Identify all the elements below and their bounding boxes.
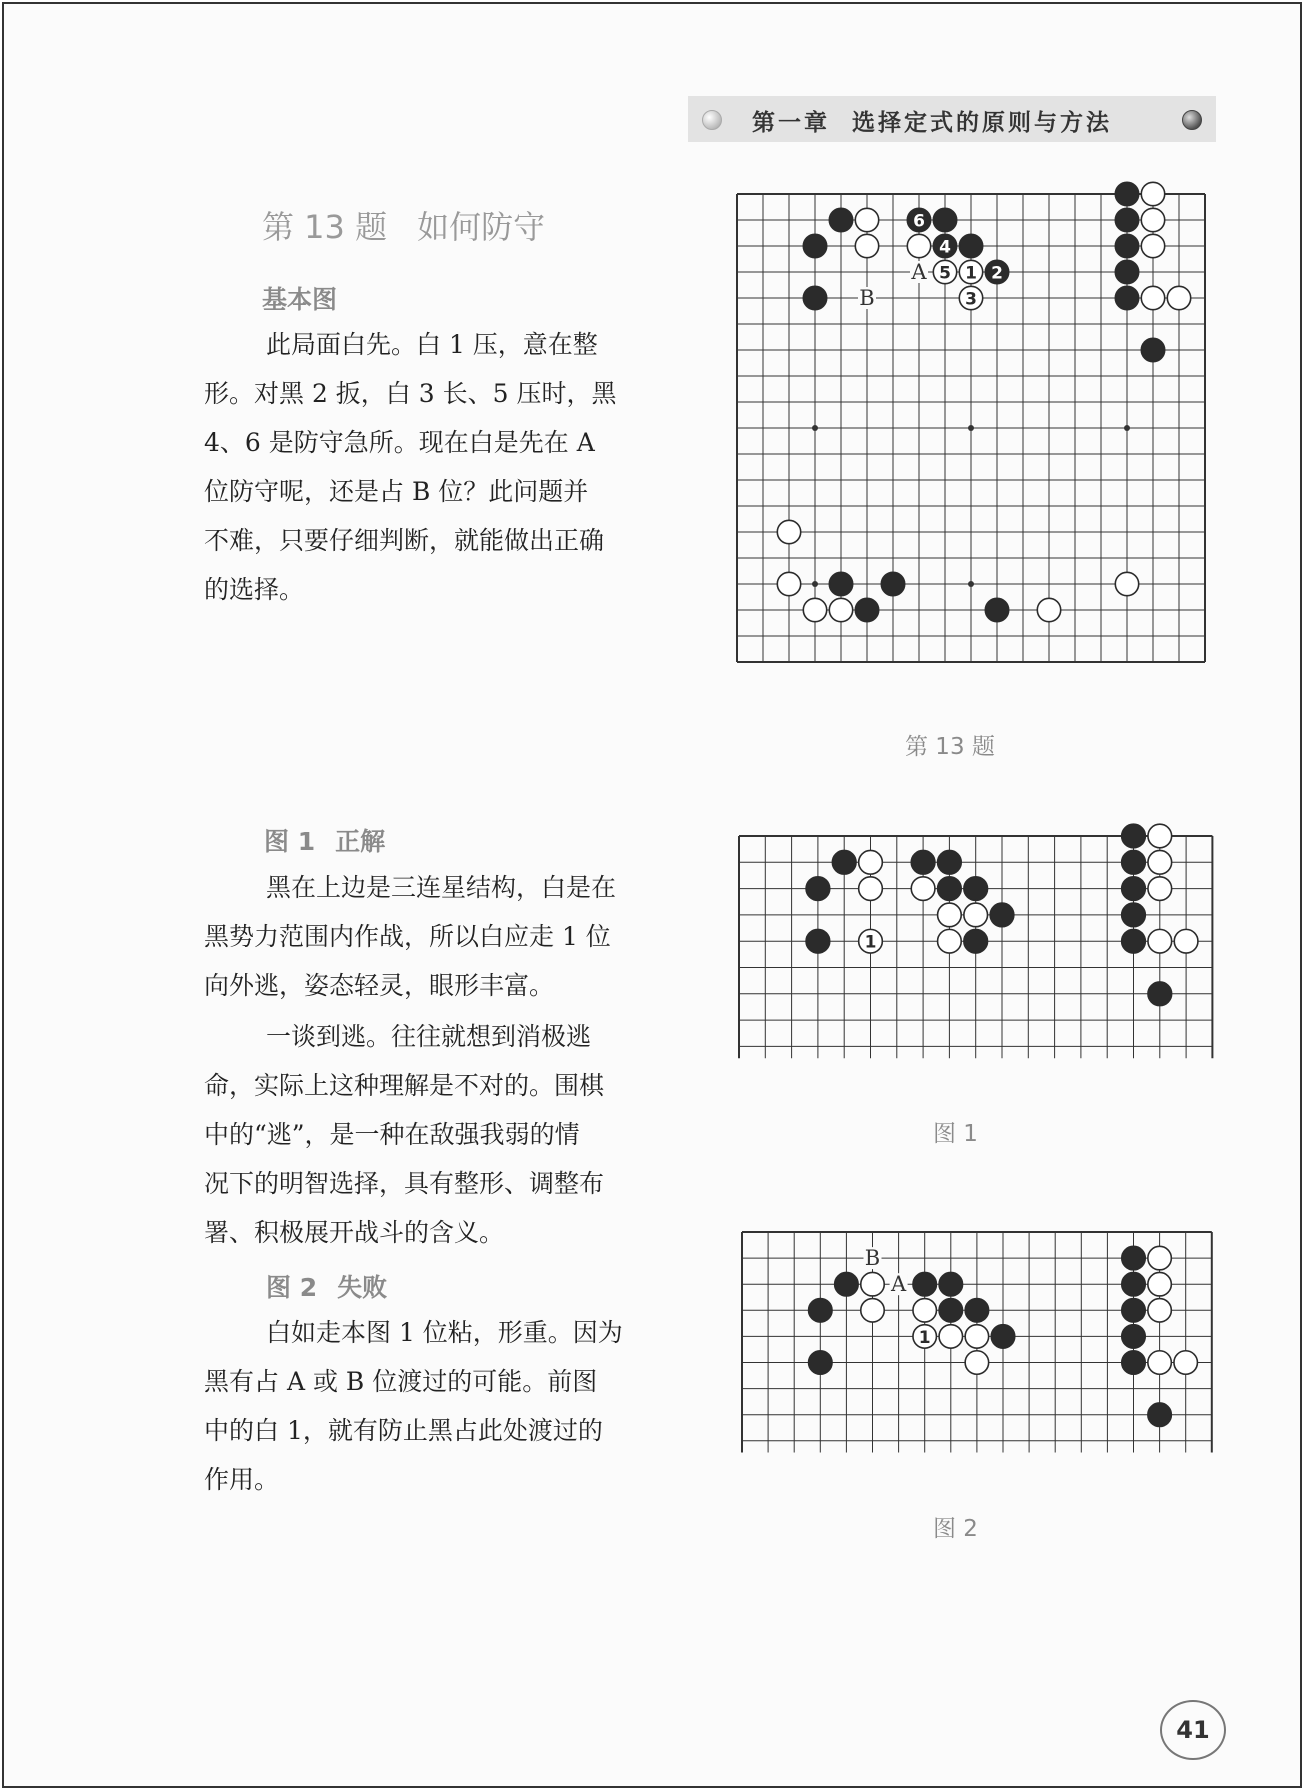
stone-move-number: 1: [918, 1327, 931, 1348]
black-stone: [964, 877, 988, 901]
black-stone: [933, 208, 956, 231]
white-stone: [939, 1325, 962, 1348]
fig2-paragraph: [204, 1308, 688, 1504]
white-stone: [913, 1299, 936, 1322]
black-stone: [806, 877, 830, 901]
black-stone: [1122, 903, 1146, 927]
white-stone: [965, 1351, 988, 1374]
chapter-number: 第一章: [752, 109, 830, 136]
fig2-label: 图 2: [266, 1273, 318, 1302]
basic-heading: 基本图: [262, 285, 338, 314]
white-stone: [964, 903, 988, 927]
fig2-verdict: 失败: [337, 1273, 388, 1302]
black-stone: [1115, 234, 1138, 257]
black-stone: [1122, 877, 1146, 901]
text-line: 况下的明智选择，具有整形、调整布: [204, 1169, 605, 1198]
black-stone: [1115, 182, 1138, 205]
white-stone: [1148, 929, 1172, 953]
white-stone: [861, 1272, 884, 1295]
text-line: 4、6 是防守急所。现在白是先在 A: [204, 428, 595, 457]
black-stone: [1122, 1351, 1145, 1374]
white-stone: [1174, 929, 1198, 953]
fig1-paragraph-2: [204, 1012, 688, 1257]
header-right-orb-icon: [1182, 110, 1202, 130]
chapter-header: [688, 96, 1216, 142]
white-stone: [1141, 286, 1164, 309]
black-stone: [803, 286, 826, 309]
header-left-orb-icon: [702, 110, 722, 130]
black-stone: [1122, 850, 1146, 874]
black-stone: [806, 929, 830, 953]
text-line: 黑有占 A 或 B 位渡过的可能。前图: [204, 1367, 598, 1396]
black-stone: [1141, 338, 1164, 361]
text-line: 的选择。: [204, 575, 305, 604]
stone-move-number: 5: [939, 263, 951, 284]
white-stone: [1141, 208, 1164, 231]
text-line: 向外逃，姿态轻灵，眼形丰富。: [204, 971, 555, 1000]
text-line: 白如走本图 1 位粘，形重。因为: [266, 1318, 623, 1347]
fig2-go-diagram: [740, 1230, 1214, 1455]
black-stone: [809, 1351, 832, 1374]
black-stone: [991, 1325, 1014, 1348]
text-line: 不难，只要仔细判断，就能做出正确: [204, 526, 605, 555]
black-stone: [959, 234, 982, 257]
black-stone: [1122, 824, 1146, 848]
black-stone: [1122, 1246, 1145, 1269]
fig1-verdict: 正解: [335, 827, 386, 856]
point-letter: A: [891, 1272, 907, 1297]
black-stone: [1148, 982, 1172, 1006]
black-stone: [985, 598, 1008, 621]
white-stone: [855, 208, 878, 231]
text-line: 一谈到逃。往往就想到消极逃: [266, 1022, 592, 1051]
chapter-title: [752, 104, 1112, 137]
black-stone: [809, 1299, 832, 1322]
stone-move-number: 1: [864, 932, 877, 953]
stone-move-number: 2: [991, 263, 1003, 284]
fig1-paragraph-1: [204, 863, 688, 1010]
text-line: 作用。: [204, 1465, 280, 1494]
white-stone: [855, 234, 878, 257]
black-stone: [938, 850, 962, 874]
stone-move-number: 6: [913, 211, 925, 232]
black-stone: [965, 1299, 988, 1322]
star-point: [812, 425, 818, 431]
black-stone: [829, 208, 852, 231]
problem-heading: [262, 202, 545, 248]
text-line: 黑在上边是三连星结构，白是在: [266, 873, 617, 902]
white-stone: [1148, 1351, 1171, 1374]
star-point: [812, 581, 818, 587]
white-stone: [829, 598, 852, 621]
text-line: 位防守呢，还是占 B 位？此问题并: [204, 477, 589, 506]
chapter-name: 选择定式的原则与方法: [852, 109, 1112, 136]
text-line: 形。对黑 2 扳，白 3 长、5 压时，黑: [204, 379, 617, 408]
black-stone: [835, 1272, 858, 1295]
black-stone: [803, 234, 826, 257]
white-stone: [861, 1299, 884, 1322]
white-stone: [777, 520, 800, 543]
white-stone: [1148, 1246, 1171, 1269]
white-stone: [1141, 234, 1164, 257]
main-diagram-caption: 第 13 题: [905, 734, 995, 760]
text-line: 署、积极展开战斗的含义。: [204, 1218, 505, 1247]
fig1-label: 图 1: [264, 827, 316, 856]
black-stone: [938, 877, 962, 901]
point-letter: B: [864, 1246, 881, 1271]
black-stone: [911, 850, 935, 874]
basic-paragraph: [204, 320, 688, 614]
black-stone: [829, 572, 852, 595]
black-stone: [939, 1299, 962, 1322]
black-stone: [1122, 1299, 1145, 1322]
white-stone: [1148, 877, 1172, 901]
fig2-heading: [266, 1268, 387, 1304]
black-stone: [1122, 929, 1146, 953]
problem-title: 如何防守: [417, 208, 546, 246]
white-stone: [938, 929, 962, 953]
text-line: 中的“逃”，是一种在敌强我弱的情: [204, 1120, 580, 1149]
text-line: 黑势力范围内作战，所以白应走 1 位: [204, 922, 611, 951]
white-stone: [965, 1325, 988, 1348]
white-stone: [1148, 850, 1172, 874]
black-stone: [1122, 1272, 1145, 1295]
black-stone: [939, 1272, 962, 1295]
black-stone: [1115, 260, 1138, 283]
main-go-diagram: [735, 192, 1207, 656]
white-stone: [1167, 286, 1190, 309]
fig1-heading: [264, 822, 385, 858]
black-stone: [913, 1272, 936, 1295]
star-point: [968, 425, 974, 431]
white-stone: [1148, 824, 1172, 848]
stone-move-number: 1: [965, 263, 977, 284]
black-stone: [832, 850, 856, 874]
fig2-caption: 图 2: [933, 1516, 978, 1542]
white-stone: [1141, 182, 1164, 205]
text-line: 中的白 1，就有防止黑占此处渡过的: [204, 1416, 603, 1445]
star-point: [1124, 425, 1130, 431]
white-stone: [777, 572, 800, 595]
black-stone: [1122, 1325, 1145, 1348]
white-stone: [1148, 1272, 1171, 1295]
stone-move-number: 3: [965, 289, 977, 310]
stone-move-number: 4: [939, 237, 951, 258]
text-line: 此局面白先。白 1 压，意在整: [266, 330, 598, 359]
white-stone: [1037, 598, 1060, 621]
problem-number: 第 13 题: [262, 208, 388, 246]
white-stone: [938, 903, 962, 927]
white-stone: [907, 234, 930, 257]
black-stone: [855, 598, 878, 621]
star-point: [968, 581, 974, 587]
page-number: 41: [1160, 1700, 1226, 1760]
white-stone: [1115, 572, 1138, 595]
black-stone: [964, 929, 988, 953]
white-stone: [1148, 1299, 1171, 1322]
fig1-caption: 图 1: [933, 1121, 978, 1147]
white-stone: [1174, 1351, 1197, 1374]
white-stone: [859, 850, 883, 874]
point-letter: A: [911, 260, 927, 284]
black-stone: [881, 572, 904, 595]
white-stone: [911, 877, 935, 901]
fig1-go-diagram: [737, 834, 1213, 1054]
black-stone: [1115, 286, 1138, 309]
white-stone: [803, 598, 826, 621]
black-stone: [1115, 208, 1138, 231]
white-stone: [859, 877, 883, 901]
black-stone: [990, 903, 1014, 927]
point-letter: B: [859, 286, 875, 310]
text-line: 命，实际上这种理解是不对的。围棋: [204, 1071, 605, 1100]
black-stone: [1148, 1403, 1171, 1426]
